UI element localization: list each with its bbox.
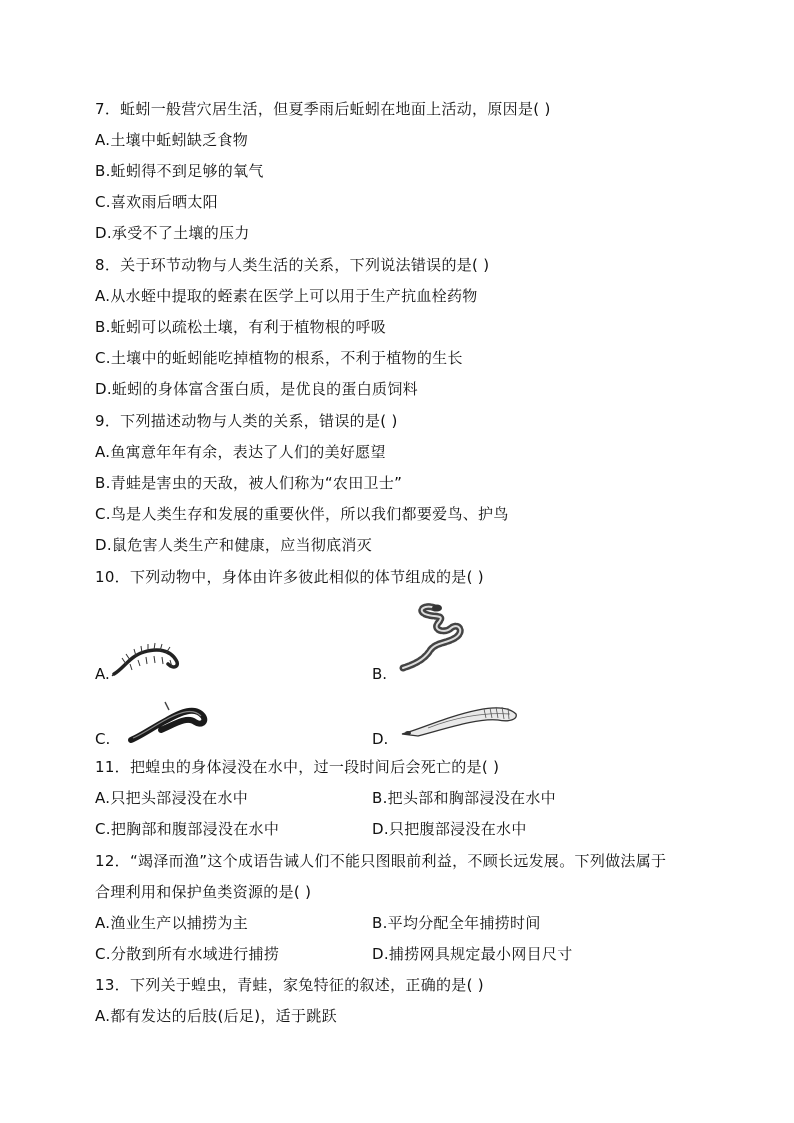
- q10-option-c-label: C.: [95, 730, 111, 748]
- loach-icon: [398, 698, 522, 742]
- q9-option-d: D.鼠危害人类生产和健康，应当彻底消灭: [95, 536, 373, 554]
- snake-icon: [395, 602, 485, 676]
- q11-option-d: D.只把腹部浸没在水中: [372, 820, 527, 838]
- q8-option-a: A.从水蛭中提取的蛭素在医学上可以用于生产抗血栓药物: [95, 287, 478, 305]
- q13-option-a: A.都有发达的后肢(后足)，适于跳跃: [95, 1007, 337, 1025]
- q13-stem: 13．下列关于蝗虫，青蛙，家兔特征的叙述，正确的是( ): [95, 976, 484, 994]
- q10-option-b-label: B.: [372, 665, 388, 683]
- q11-option-c: C.把胸部和腹部浸没在水中: [95, 820, 280, 838]
- centipede-icon: [110, 640, 186, 680]
- q7-option-b: B.蚯蚓得不到足够的氧气: [95, 162, 264, 180]
- q8-stem: 8．关于环节动物与人类生活的关系，下列说法错误的是( ): [95, 256, 490, 274]
- q9-option-b: B.青蛙是害虫的天敌，被人们称为“农田卫士”: [95, 474, 403, 492]
- q9-stem: 9．下列描述动物与人类的关系，错误的是( ): [95, 412, 398, 430]
- q7-stem: 7．蚯蚓一般营穴居生活，但夏季雨后蚯蚓在地面上活动，原因是( ): [95, 100, 551, 118]
- q10-stem: 10．下列动物中，身体由许多彼此相似的体节组成的是( ): [95, 568, 484, 586]
- q12-option-b: B.平均分配全年捕捞时间: [372, 914, 541, 932]
- q11-option-a: A.只把头部浸没在水中: [95, 789, 249, 807]
- q12-stem-line2: 合理利用和保护鱼类资源的是( ): [95, 883, 312, 901]
- q12-stem-line1: 12．“竭泽而渔”这个成语告诫人们不能只图眼前利益，不顾长远发展。下列做法属于: [95, 852, 667, 870]
- eel-icon: [125, 696, 209, 744]
- q7-option-d: D.承受不了土壤的压力: [95, 224, 250, 242]
- q11-option-b: B.把头部和胸部浸没在水中: [372, 789, 556, 807]
- q7-option-a: A.土壤中蚯蚓缺乏食物: [95, 131, 249, 149]
- q11-stem: 11．把蝗虫的身体浸没在水中，过一段时间后会死亡的是( ): [95, 758, 500, 776]
- q9-option-c: C.鸟是人类生存和发展的重要伙伴，所以我们都要爱鸟、护鸟: [95, 505, 509, 523]
- q12-option-c: C.分散到所有水域进行捕捞: [95, 945, 280, 963]
- q7-option-c: C.喜欢雨后晒太阳: [95, 193, 218, 211]
- q10-option-d-label: D.: [372, 730, 389, 748]
- q9-option-a: A.鱼寓意年年有余，表达了人们的美好愿望: [95, 443, 386, 461]
- q8-option-b: B.蚯蚓可以疏松土壤，有利于植物根的呼吸: [95, 318, 387, 336]
- q8-option-c: C.土壤中的蚯蚓能吃掉植物的根系，不利于植物的生长: [95, 349, 463, 367]
- q12-option-d: D.捕捞网具规定最小网目尺寸: [372, 945, 573, 963]
- q8-option-d: D.蚯蚓的身体富含蛋白质，是优良的蛋白质饲料: [95, 380, 418, 398]
- q10-option-a-label: A.: [95, 665, 110, 683]
- q12-option-a: A.渔业生产以捕捞为主: [95, 914, 249, 932]
